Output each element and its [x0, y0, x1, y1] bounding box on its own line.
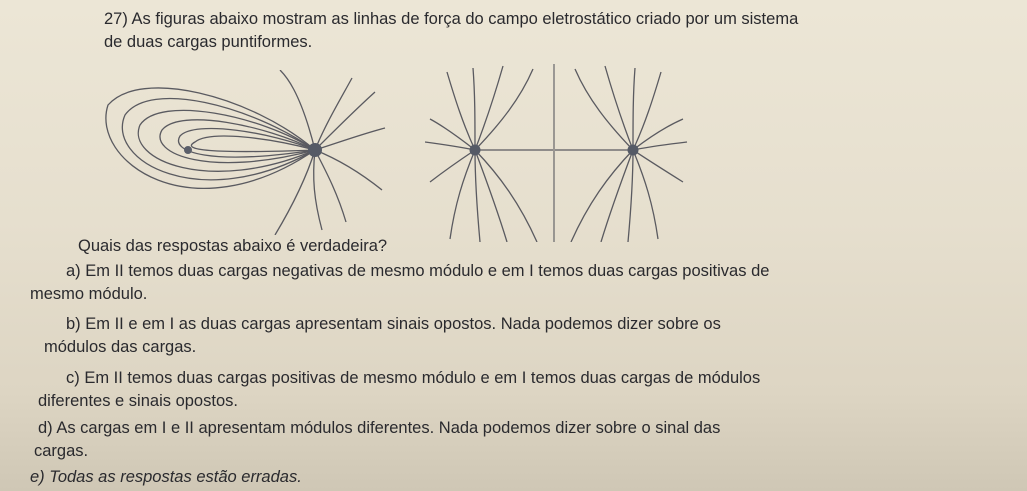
figure-1-large-charge	[308, 143, 322, 157]
figure-1-small-charge	[184, 146, 192, 154]
option-a-line-2: mesmo módulo.	[30, 285, 148, 303]
option-b-line-1: b) Em II e em I as duas cargas apresentam sinais opostos. Nada podemos dizer sobre os	[66, 315, 721, 333]
option-a[interactable]	[30, 260, 770, 306]
field-lines-figure-1	[100, 70, 390, 235]
question-header-line-1: 27) As figuras abaixo mostram as linhas de força do campo eletrostático criado por um sistema	[104, 10, 799, 28]
field-lines-figure-2	[425, 64, 695, 242]
option-d[interactable]	[34, 417, 721, 463]
option-e[interactable]	[30, 466, 302, 489]
question-prompt: Quais das respostas abaixo é verdadeira?	[78, 237, 388, 255]
question-header	[104, 8, 974, 54]
figure-2-field-lines	[425, 64, 687, 242]
option-c-line-2: diferentes e sinais opostos.	[38, 392, 238, 410]
option-b[interactable]	[44, 313, 721, 359]
option-c-line-1: c) Em II temos duas cargas positivas de mesmo módulo e em I temos duas cargas de módulos	[66, 369, 761, 387]
option-d-line-2: cargas.	[34, 442, 89, 460]
question-header-line-2: de duas cargas puntiformes.	[104, 33, 313, 51]
figure-2-left-charge	[470, 145, 481, 156]
option-e-line-1: e) Todas as respostas estão erradas.	[30, 468, 302, 486]
option-c[interactable]	[38, 367, 761, 413]
figure-1-field-lines	[106, 70, 385, 235]
option-d-line-1: d) As cargas em I e II apresentam módulos diferentes. Nada podemos dizer sobre o sinal das	[38, 419, 721, 437]
figure-2-right-charge	[628, 145, 639, 156]
option-a-line-1: a) Em II temos duas cargas negativas de mesmo módulo e em I temos duas cargas positivas de	[66, 262, 770, 280]
option-b-line-2: módulos das cargas.	[44, 338, 197, 356]
